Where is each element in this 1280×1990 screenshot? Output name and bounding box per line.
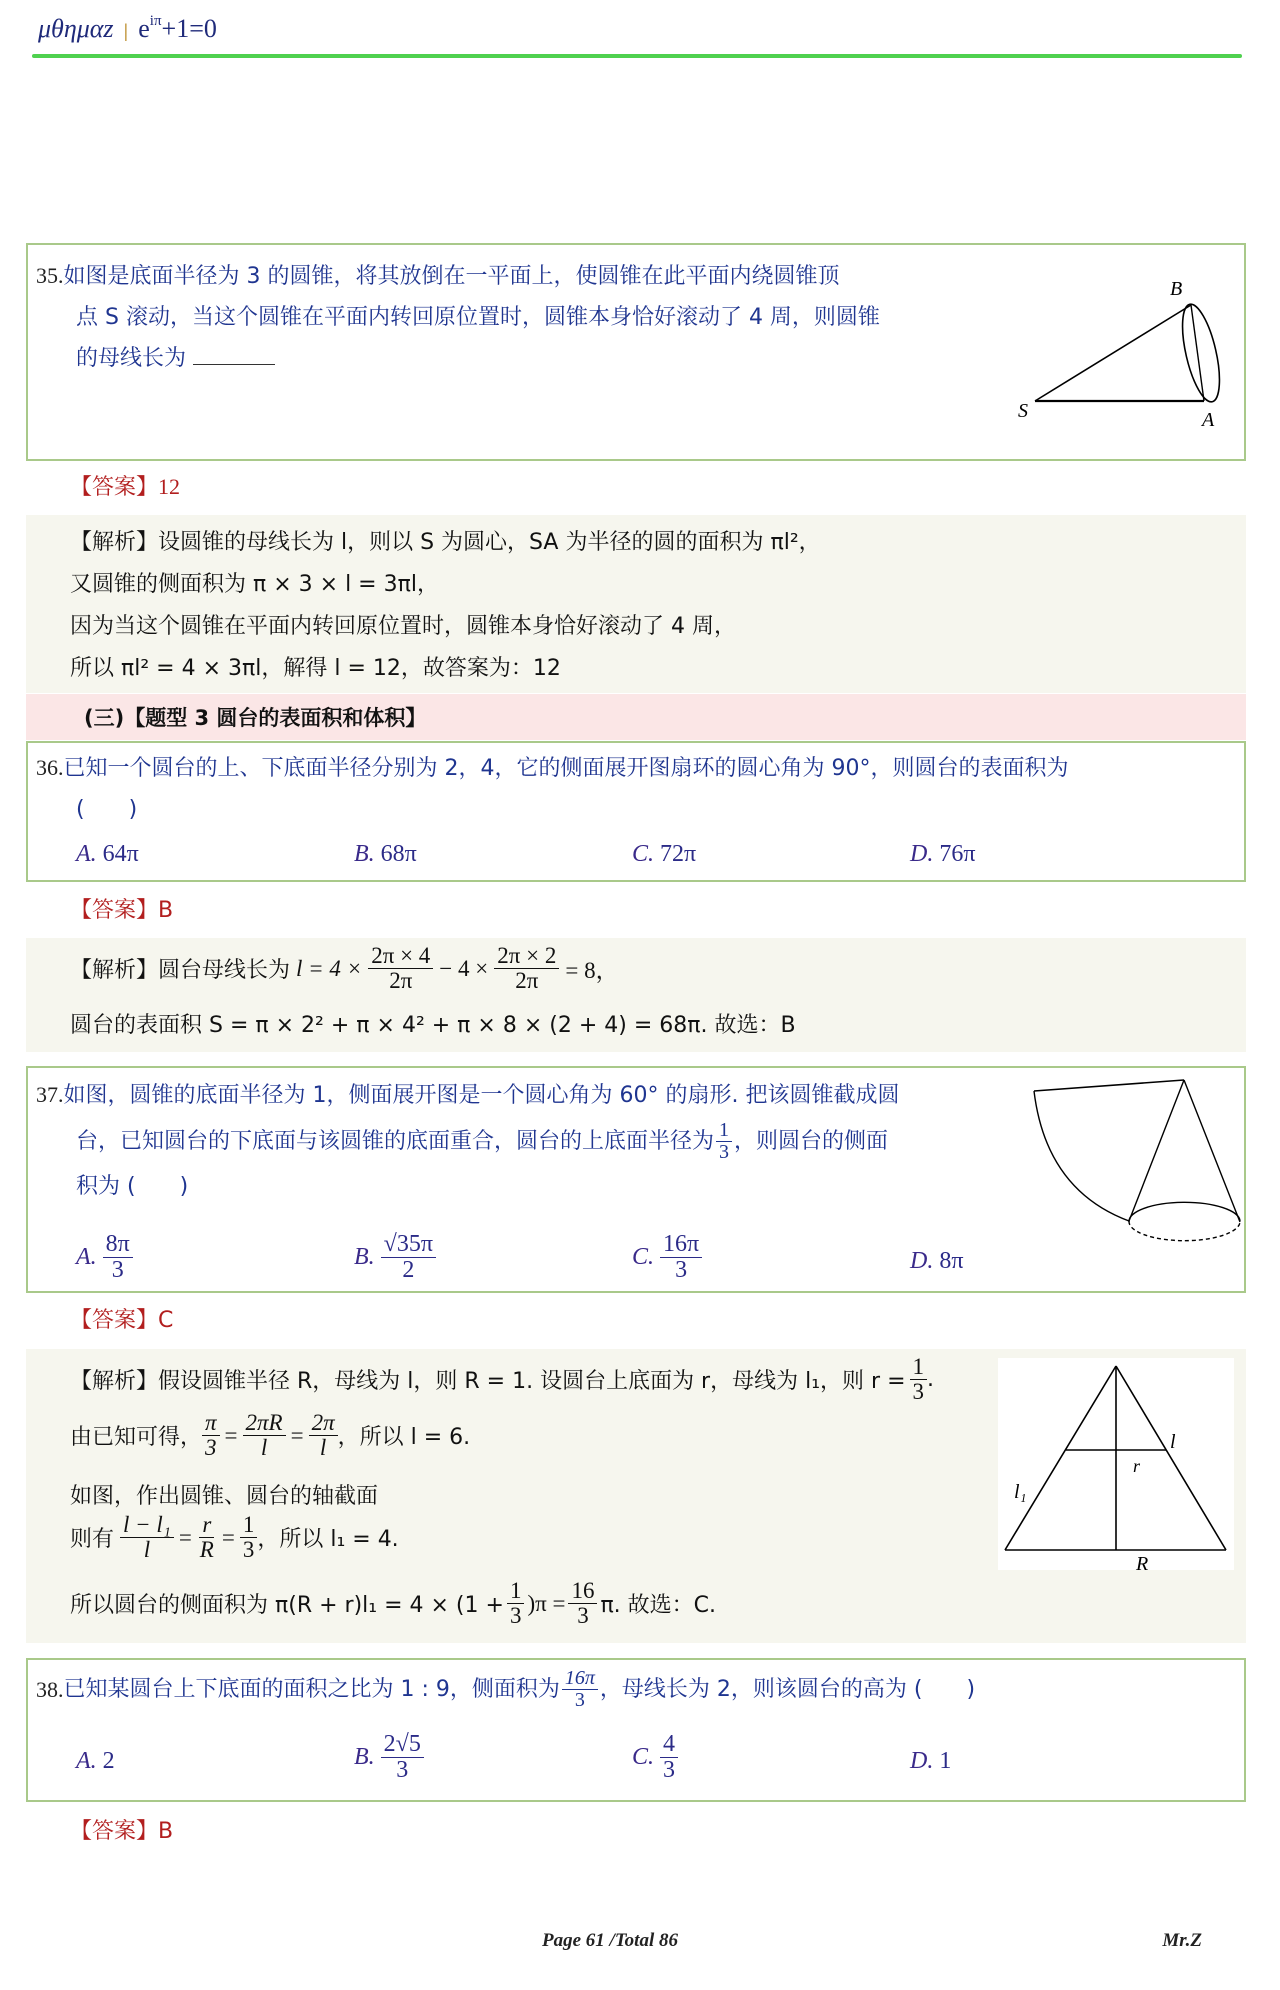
axial-section-figure [998, 1358, 1234, 1570]
q37-answer: 【答案】C [70, 1308, 174, 1333]
question-number: 37. [36, 1082, 64, 1107]
answer-value: B [158, 1819, 174, 1844]
q38-line1: 38. 已知某圆台上下底面的面积之比为 1 : 9，侧面积为 $\frac{16\pi}{3}$ ，母线长为 2，则该圆台的高为 ( ) [36, 1667, 976, 1711]
option-d[interactable]: D. 1 [910, 1748, 952, 1774]
option-c[interactable]: C. $\frac{16\pi}{3}$ [632, 1232, 702, 1283]
label-l1: l₁ [1014, 1481, 1027, 1503]
fraction: $\frac{2\pi \times 4}{2\pi}$ [368, 944, 433, 993]
option-b[interactable]: B. 68π [354, 841, 417, 867]
q36-line1: 36.已知一个圆台的上、下底面半径分别为 2，4，它的侧面展开图扇环的圆心角为 90°，则圆台的表面积为 [36, 755, 1069, 781]
explanation-line: 所以 πl² = 4 × 3πl，解得 l = 12，故答案为：12 [70, 656, 561, 681]
option-a[interactable]: A. 2 [76, 1748, 115, 1774]
section-header: (三)【题型 3 圆台的表面积和体积】 [26, 694, 1246, 740]
sector-cone-figure [1028, 1072, 1248, 1242]
answer-blank [193, 343, 275, 365]
explanation-line: 则有 $\frac{\text{l − l₁}}{l}$ = $\frac{r}{R}$ = $\frac{1}{3}$ ，所以 l₁ = 4. [70, 1512, 399, 1563]
formula-base: e [138, 14, 150, 43]
q37-explanation [26, 1349, 1246, 1643]
author-name: Mr.Z [1162, 1930, 1202, 1951]
fraction: $\frac{2\pi \times 2}{2\pi}$ [494, 944, 559, 993]
q35-line1: 35.如图是底面半径为 3 的圆锥，将其放倒在一平面上，使圆锥在此平面内绕圆锥顶 [36, 263, 840, 289]
q38-answer: 【答案】B [70, 1819, 174, 1844]
q36-line2: ( ) [76, 797, 138, 822]
formula-rest: +1=0 [161, 14, 217, 43]
header-separator: | [123, 21, 129, 41]
option-a[interactable]: A. $\frac{8\pi}{3}$ [76, 1232, 133, 1283]
question-35-box [26, 243, 1246, 461]
q35-answer: 【答案】12 [70, 474, 181, 500]
header-rule [32, 54, 1242, 58]
option-c[interactable]: C. 72π [632, 841, 697, 867]
brand-logo: μθημαz [38, 14, 114, 43]
explanation-line: 所以圆台的侧面积为 π(R + r)l₁ = 4 × (1 + $\frac{1}{3}$ )π = $\frac{16}{3}$ π. 故选：C. [70, 1578, 717, 1629]
question-38-box [26, 1658, 1246, 1802]
label-a: A [1202, 409, 1215, 431]
q36-explanation [26, 938, 1246, 1052]
q37-line2: 台，已知圆台的下底面与该圆锥的底面重合，圆台的上底面半径为 $\frac{1}{3}$ ，则圆台的侧面 [76, 1118, 889, 1163]
explanation-line: 因为当这个圆锥在平面内转回原位置时，圆锥本身恰好滚动了 4 周， [70, 614, 736, 639]
q37-line1: 37.如图，圆锥的底面半径为 1，侧面展开图是一个圆心角为 60° 的扇形. 把该圆锥截成圆 [36, 1082, 900, 1108]
label-R: R [1136, 1553, 1149, 1570]
axial-section-figure-panel [998, 1358, 1234, 1570]
explanation-line: 由已知可得， $\frac{\pi}{3}$ = $\frac{2\pi R}{l}$ = $\frac{2\pi}{l}$ ，所以 l = 6. [70, 1410, 471, 1461]
explanation-line: 如图，作出圆锥、圆台的轴截面 [70, 1484, 379, 1509]
answer-value: 12 [158, 474, 181, 499]
answer-value: B [158, 898, 174, 923]
explanation-line: 又圆锥的侧面积为 π × 3 × l = 3πl， [70, 572, 439, 597]
question-number: 36. [36, 755, 64, 780]
explanation-line: 【解析】假设圆锥半径 R，母线为 l，则 R = 1. 设圆台上底面为 r，母线为 l₁，则 r = $\frac{1}{3}$ . [70, 1354, 934, 1405]
option-d[interactable]: D. 76π [910, 841, 976, 867]
q35-line2: 点 S 滚动，当这个圆锥在平面内转回原位置时，圆锥本身恰好滚动了 4 周，则圆锥 [76, 305, 880, 330]
label-b: B [1170, 278, 1183, 300]
formula-exponent: iπ [149, 13, 162, 30]
question-36-box [26, 741, 1246, 882]
page-number: Page 61 /Total 86 [542, 1930, 678, 1951]
option-c[interactable]: C. $\frac{4}{3}$ [632, 1732, 678, 1783]
cone-figure [1018, 265, 1238, 445]
q35-line3: 的母线长为 [36, 338, 996, 379]
option-b[interactable]: B. $\frac{√35\pi}{2}$ [354, 1232, 436, 1283]
label-l: l [1170, 1431, 1176, 1453]
explanation-line: 圆台的表面积 S = π × 2² + π × 4² + π × 8 × (2 + 4) = 68π. 故选：B [70, 1013, 796, 1038]
fraction: $\frac{16\pi}{3}$ [562, 1668, 598, 1711]
q35-explanation [26, 515, 1246, 693]
q36-answer: 【答案】B [70, 898, 174, 923]
question-number: 35. [36, 263, 64, 288]
q37-line3: 积为 ( ) [76, 1174, 189, 1199]
page-header [38, 14, 217, 54]
header-formula [138, 14, 217, 44]
explanation-line: 【解析】设圆锥的母线长为 l，则以 S 为圆心，SA 为半径的圆的面积为 πl²， [70, 530, 821, 555]
label-s: S [1018, 400, 1028, 422]
fraction: $\frac{1}{3}$ [910, 1355, 928, 1404]
explanation-line: 【解析】圆台母线长为 l = 4 × $\frac{2\pi \times 4}{2\pi}$ − 4 × $\frac{2\pi \times 2}{2\pi}$ = 8， [70, 943, 619, 994]
question-number: 38. [36, 1677, 64, 1702]
option-d[interactable]: D. 8π [910, 1248, 964, 1274]
fraction: $\frac{1}{3}$ [716, 1120, 732, 1163]
answer-value: C [158, 1308, 174, 1333]
question-37-box [26, 1066, 1246, 1293]
label-r: r [1133, 1456, 1141, 1476]
option-b[interactable]: B. $\frac{2√5}{3}$ [354, 1732, 424, 1783]
option-a[interactable]: A. 64π [76, 841, 139, 867]
